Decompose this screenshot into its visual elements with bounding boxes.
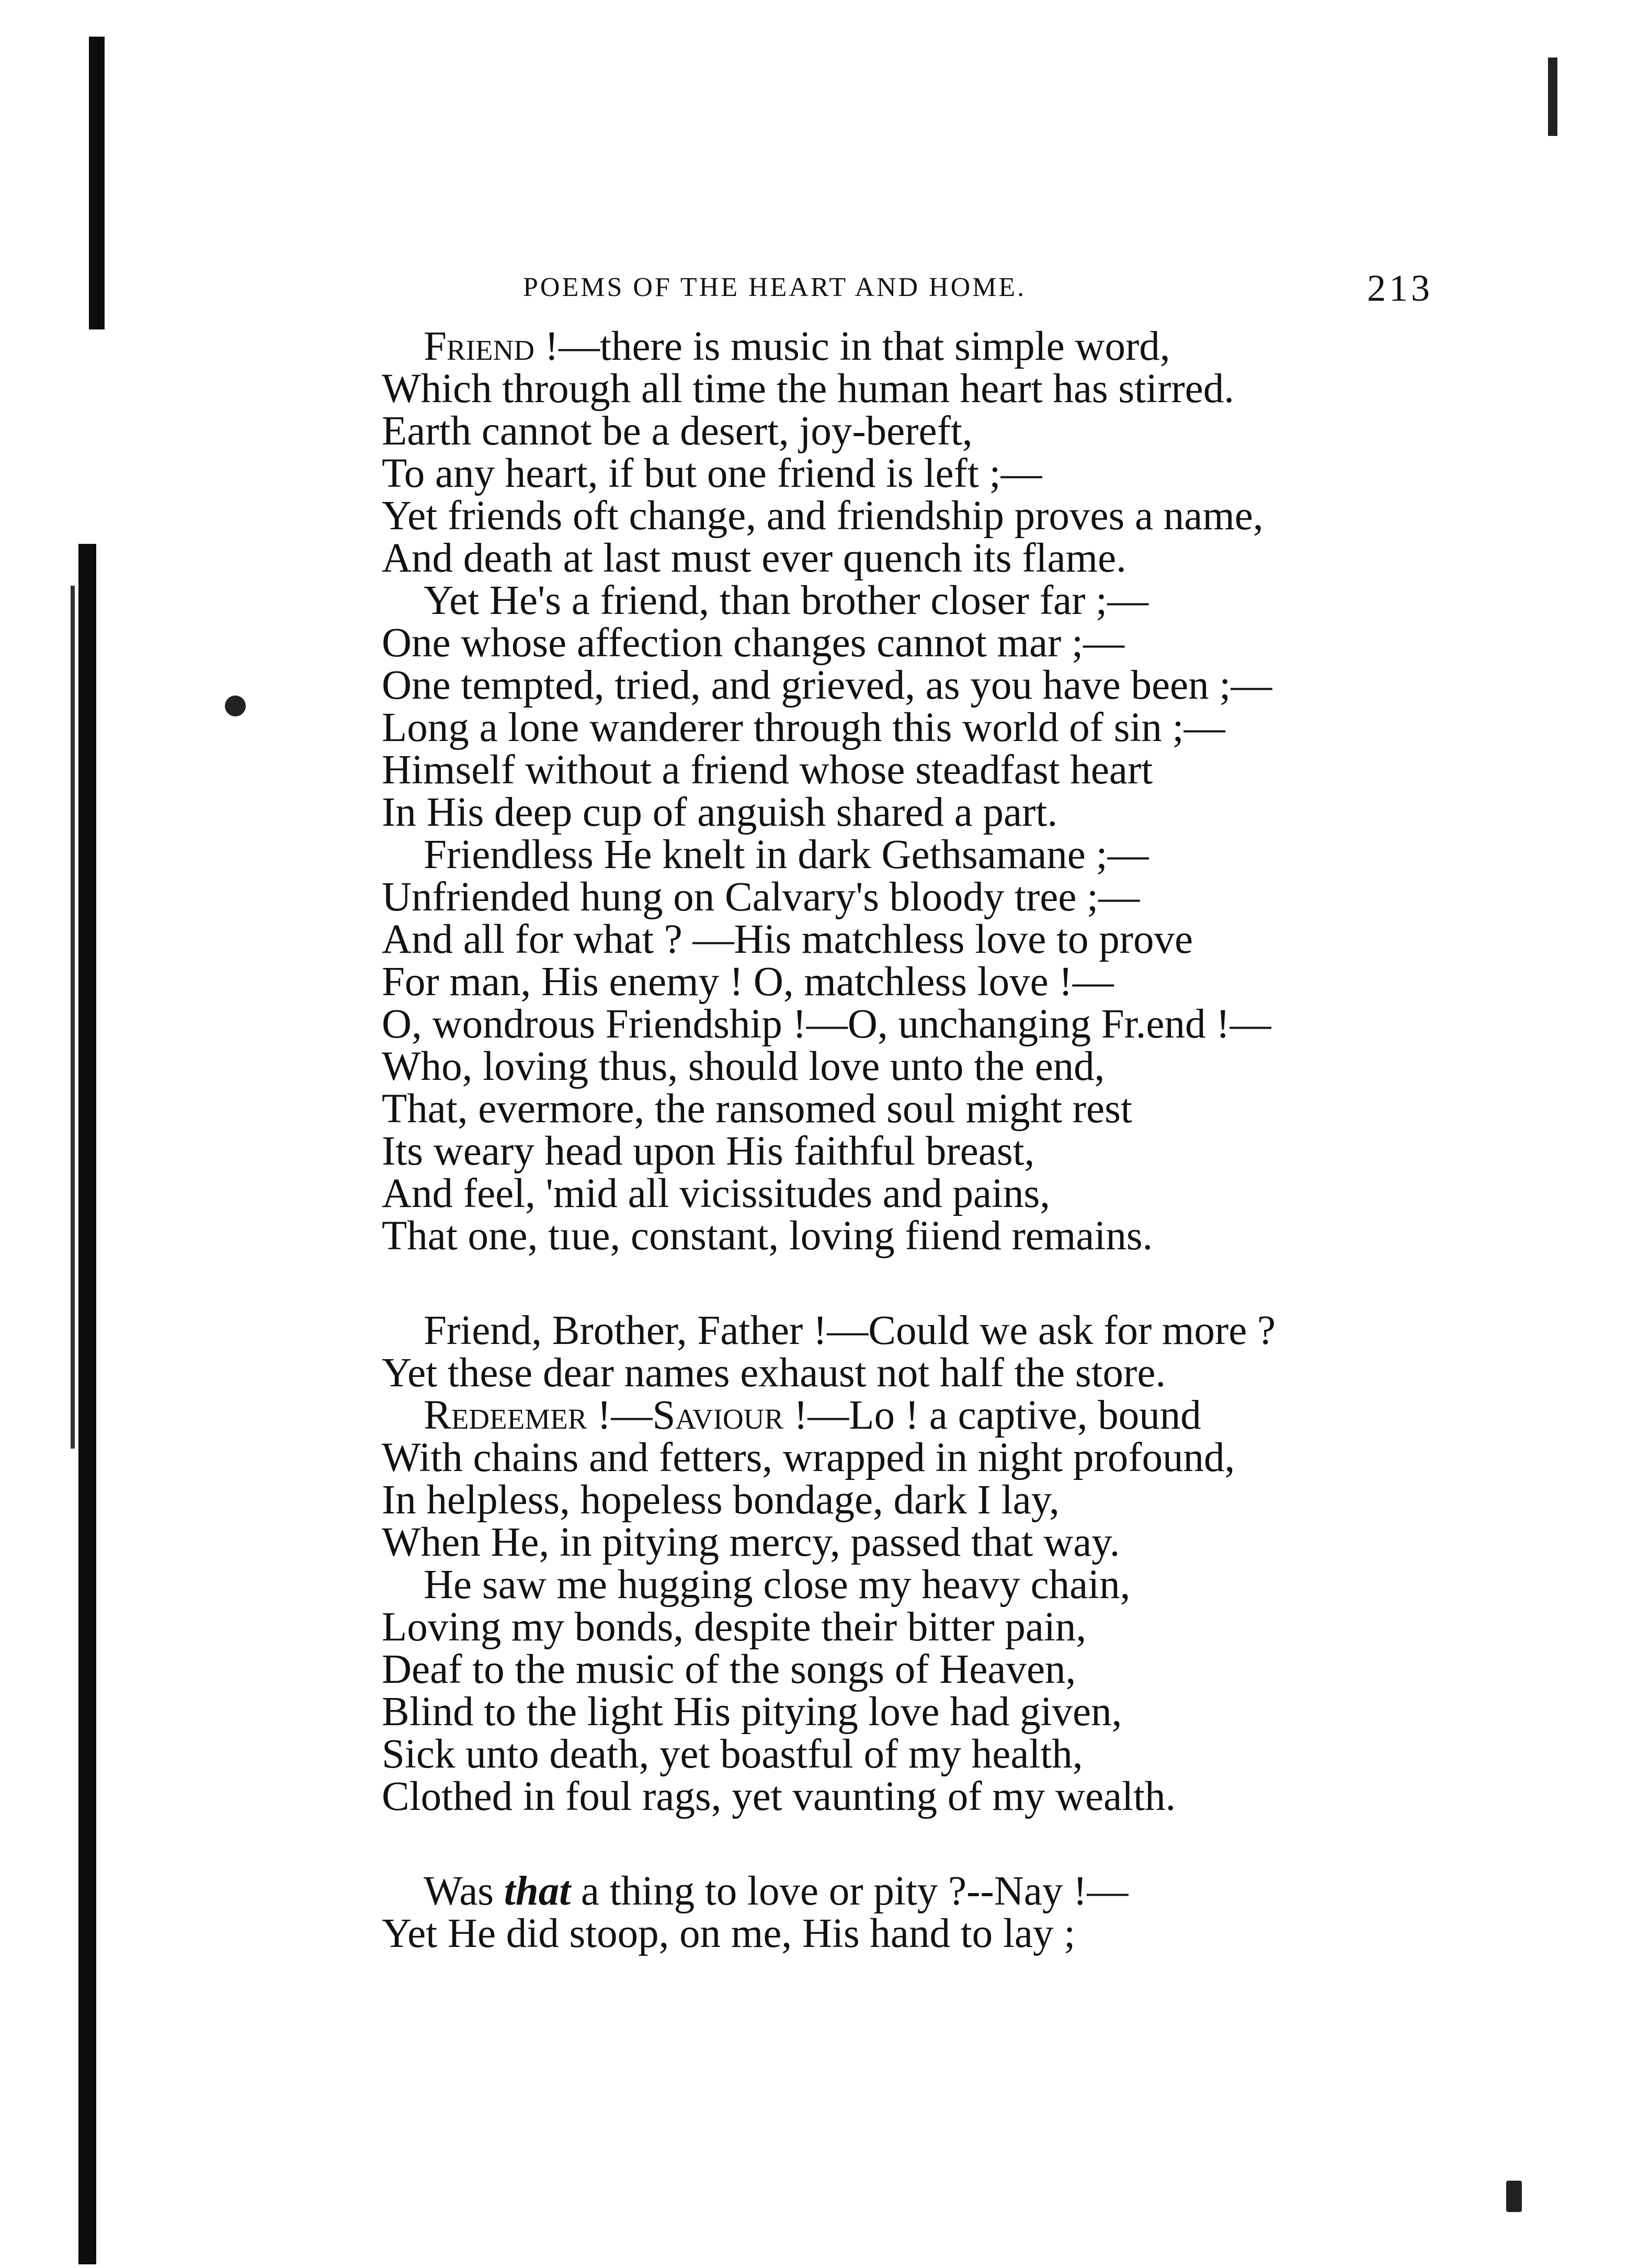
- poem-line: Redeemer !—Saviour !—Lo ! a captive, bound: [424, 1393, 1201, 1438]
- poem-line: To any heart, if but one friend is left ;—: [382, 451, 1042, 496]
- stanza-break: [382, 1818, 1428, 1870]
- poem-line: Long a lone wanderer through this world of sin ;—: [382, 705, 1225, 750]
- poem-line: When He, in pitying mercy, passed that way.: [382, 1520, 1120, 1565]
- scan-speck: [1506, 2181, 1522, 2212]
- poem-line: And all for what ? —His matchless love to prove: [382, 917, 1193, 962]
- page-number: 213: [1367, 267, 1433, 309]
- poem-line: In His deep cup of anguish shared a part.: [382, 790, 1058, 835]
- poem-line: In helpless, hopeless bondage, dark I lay,: [382, 1477, 1060, 1523]
- poem-line: And feel, 'mid all vicissitudes and pains,: [382, 1171, 1051, 1216]
- poem-line: Blind to the light His pitying love had given,: [382, 1689, 1122, 1735]
- poem-line: And death at last must ever quench its flame.: [382, 535, 1126, 581]
- poem-body: [382, 325, 1428, 1955]
- scan-mark-right: [1548, 58, 1557, 136]
- poem-line: Who, loving thus, should love unto the end,: [382, 1044, 1105, 1089]
- poem-line: Friend !—there is music in that simple word,: [424, 324, 1170, 369]
- poem-line: Yet He did stoop, on me, His hand to lay ;: [382, 1911, 1076, 1956]
- poem-line: Himself without a friend whose steadfast heart: [382, 747, 1153, 793]
- poem-line: That, evermore, the ransomed soul might rest: [382, 1086, 1132, 1132]
- poem-line: For man, His enemy ! O, matchless love !—: [382, 959, 1114, 1005]
- running-title: POEMS OF THE HEART AND HOME.: [523, 272, 1027, 302]
- binding-shadow-thin: [71, 586, 75, 1449]
- small-caps-word: Saviour: [652, 1393, 784, 1438]
- poem-line: With chains and fetters, wrapped in night profound,: [382, 1435, 1235, 1480]
- poem-line: That one, tıue, constant, loving fiiend remains.: [382, 1213, 1153, 1259]
- poem-line: One tempted, tried, and grieved, as you have been ;—: [382, 663, 1272, 708]
- poem-line: Yet friends oft change, and friendship proves a name,: [382, 493, 1264, 539]
- poem-line: Sick unto death, yet boastful of my health,: [382, 1731, 1083, 1777]
- poem-line: Its weary head upon His faithful breast,: [382, 1129, 1035, 1174]
- poem-line: Friend, Brother, Father !—Could we ask for more ?: [424, 1308, 1276, 1353]
- poem-line: Friendless He knelt in dark Gethsamane ;—: [424, 832, 1149, 877]
- poem-line: Clothed in foul rags, yet vaunting of my wealth.: [382, 1774, 1176, 1819]
- scan-speck: [225, 696, 246, 716]
- binding-shadow-top: [89, 37, 105, 329]
- poem-line: Yet He's a friend, than brother closer far ;—: [424, 578, 1149, 623]
- binding-shadow: [78, 544, 96, 2264]
- poem-line: Unfriended hung on Calvary's bloody tree ;—: [382, 874, 1140, 920]
- small-caps-word: Friend: [424, 324, 534, 369]
- poem-line: Loving my bonds, despite their bitter pain,: [382, 1604, 1087, 1650]
- poem-line: Earth cannot be a desert, joy-bereft,: [382, 408, 973, 454]
- emphasis-word: that: [504, 1868, 571, 1914]
- poem-line: He saw me hugging close my heavy chain,: [424, 1562, 1131, 1608]
- poem-line: O, wondrous Friendship !—O, unchanging Fr.end !—: [382, 1001, 1271, 1047]
- poem-line: Which through all time the human heart has stirred.: [382, 366, 1234, 412]
- poem-line: Deaf to the music of the songs of Heaven,: [382, 1647, 1076, 1692]
- stanza-break: [382, 1257, 1428, 1309]
- poem-line: Was that a thing to love or pity ?--Nay !—: [424, 1868, 1129, 1914]
- poem-line: Yet these dear names exhaust not half the store.: [382, 1350, 1166, 1396]
- small-caps-word: Redeemer: [424, 1393, 587, 1438]
- poem-line: One whose affection changes cannot mar ;—: [382, 620, 1125, 666]
